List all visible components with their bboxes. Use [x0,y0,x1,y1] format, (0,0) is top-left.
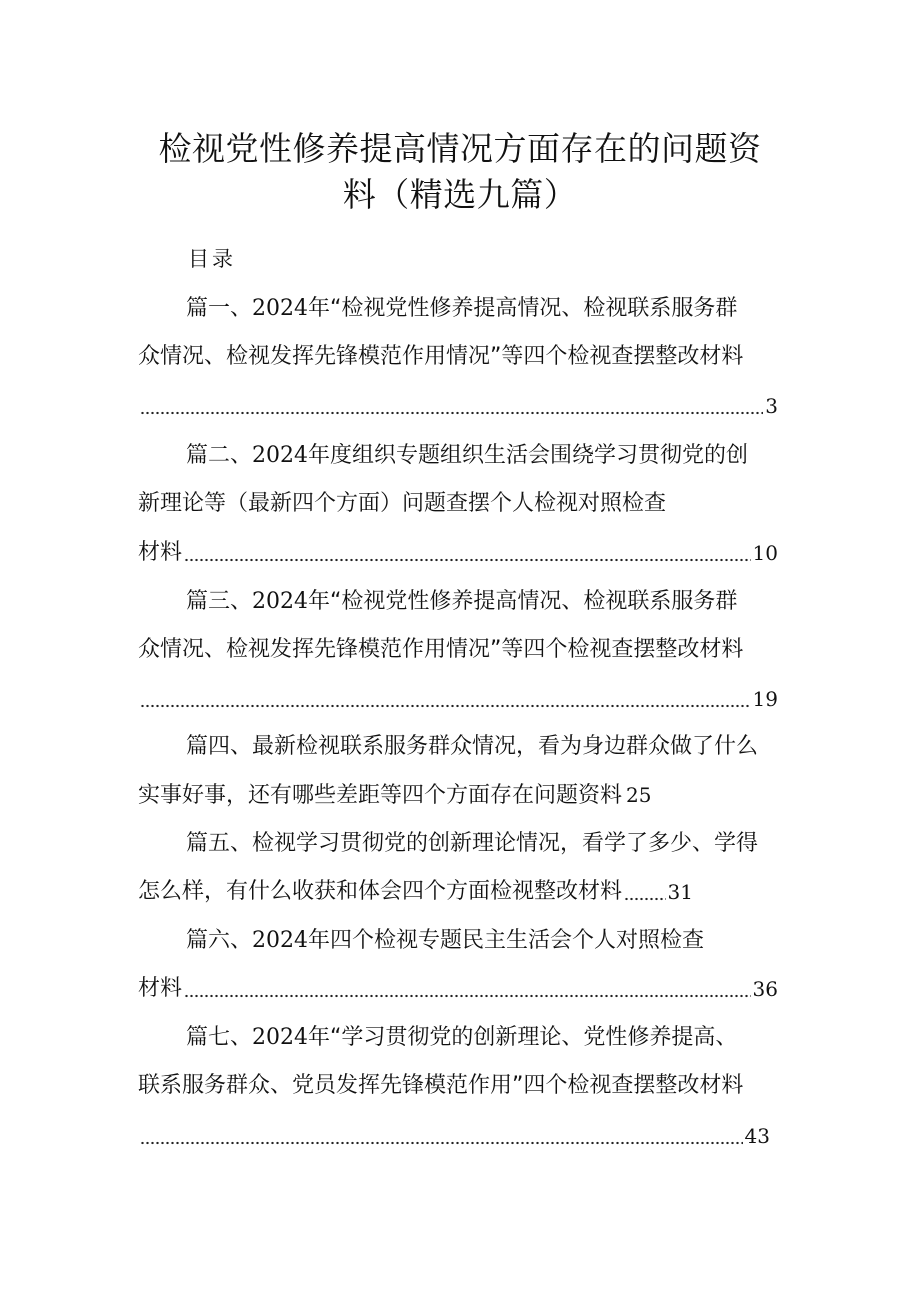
dot-leader [140,704,751,708]
toc-entry-2-page: 10 [752,541,778,565]
toc-entry-4-line-1[interactable]: 篇四、最新检视联系服务群众情况，看为身边群众做了什么 [186,734,759,759]
toc-entry-4-page: 25 [626,783,652,807]
toc-entry-5-line-1[interactable]: 篇五、检视学习贯彻党的创新理论情况，看学了多少、学得 [186,831,759,856]
toc-entry-6-leader [138,973,778,1005]
toc-entry-6-page: 36 [752,977,778,1001]
toc-entry-1-line-2[interactable]: 众情况、检视发挥先锋模范作用情况”等四个检视查摆整改材料 [138,344,744,369]
toc-entry-6-line-2[interactable]: 材料 [138,976,183,1001]
toc-entry-5-line-2[interactable]: 怎么样，有什么收获和体会四个方面检视整改材料 31 [138,876,693,908]
toc-entry-2-leader [138,537,778,569]
toc-entry-3-line-2[interactable]: 众情况、检视发挥先锋模范作用情况”等四个检视查摆整改材料 [138,637,744,662]
toc-entry-1-line-1[interactable]: 篇一、2024年“检视党性修养提高情况、检视联系服务群 [186,296,738,321]
toc-entry-2-line-2[interactable]: 新理论等（最新四个方面）问题查摆个人检视对照检查 [138,491,667,516]
toc-entry-3-leader [138,683,778,715]
document-title-line-2: 料（精选九篇） [342,175,578,214]
toc-entry-1-leader [138,390,778,422]
dot-leader [140,1141,743,1145]
dot-leader [184,994,751,998]
toc-entry-7-leader [138,1120,770,1152]
toc-entry-5-page: 31 [667,880,693,904]
toc-heading: 目录 [188,247,236,271]
toc-entry-2-line-3[interactable]: 材料 [138,540,183,565]
toc-entry-7-page: 43 [744,1124,770,1148]
toc-entry-7-line-2[interactable]: 联系服务群众、党员发挥先锋模范作用”四个检视查摆整改材料 [138,1073,744,1098]
toc-entry-2-line-1[interactable]: 篇二、2024年度组织专题组织生活会围绕学习贯彻党的创 [186,443,749,468]
toc-entry-3-line-1[interactable]: 篇三、2024年“检视党性修养提高情况、检视联系服务群 [186,589,738,614]
toc-entry-6-line-1[interactable]: 篇六、2024年四个检视专题民主生活会个人对照检查 [186,928,705,953]
toc-entry-4-line-2[interactable]: 实事好事，还有哪些差距等四个方面存在问题资料 25 [138,783,652,808]
toc-entry-7-line-1[interactable]: 篇七、2024年“学习贯彻党的创新理论、党性修养提高、 [186,1025,738,1050]
dot-leader [624,897,666,901]
toc-entry-3-page: 19 [752,687,778,711]
dot-leader [140,411,763,415]
dot-leader [184,558,751,562]
toc-entry-1-page: 3 [765,394,778,418]
document-title-line-1: 检视党性修养提高情况方面存在的问题资 [158,129,762,168]
